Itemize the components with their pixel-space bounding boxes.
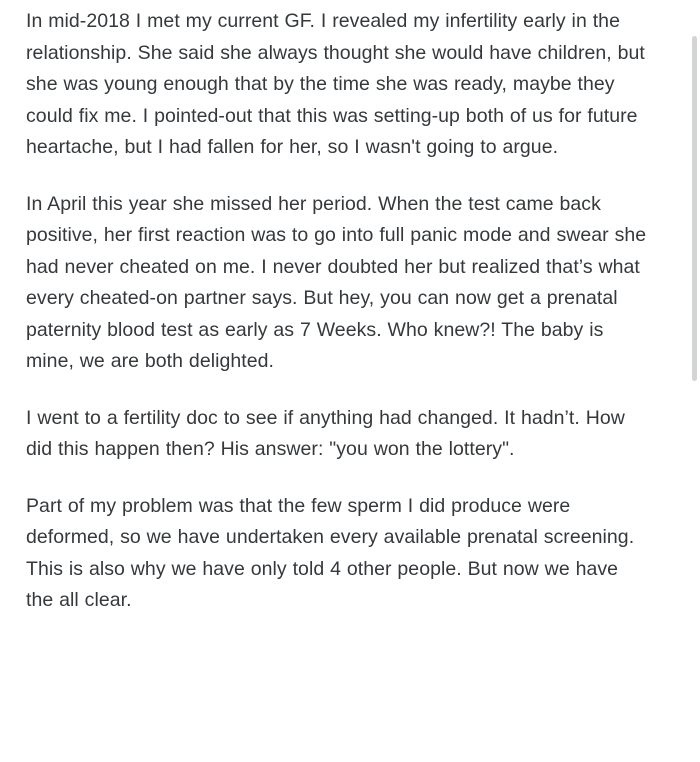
paragraph-4: Part of my problem was that the few sperm I did produce were deformed, so we have undertaken every available prenatal screening. This is also why we have only told 4 other people. But now we have the all clear. [26, 494, 635, 611]
scrollbar-thumb[interactable] [692, 36, 697, 381]
vertical-scrollbar[interactable] [686, 0, 700, 762]
paragraph-2: In April this year she missed her period. When the test came back positive, her first reaction was to go into full panic mode and swear she had never cheated on me. I never doubted her but realized that’s what every cheated-on partner says. But hey, you can now get a prenatal paternity blood test as early as 7 Weeks. Who knew?! The baby is mine, we are both delighted. [26, 192, 647, 372]
paragraph-3: I went to a fertility doc to see if anything had changed. It hadn’t. How did this happen then? His answer: "you won the lottery". [26, 406, 625, 460]
paragraph-1: In mid-2018 I met my current GF. I revealed my infertility early in the relationship. She said she always thought she would have children, but she was young enough that by the time she was ready, maybe they could fix me. I pointed-out that this was setting-up both of us for future heartache, but I had fallen for her, so I wasn't going to argue. [26, 10, 645, 158]
